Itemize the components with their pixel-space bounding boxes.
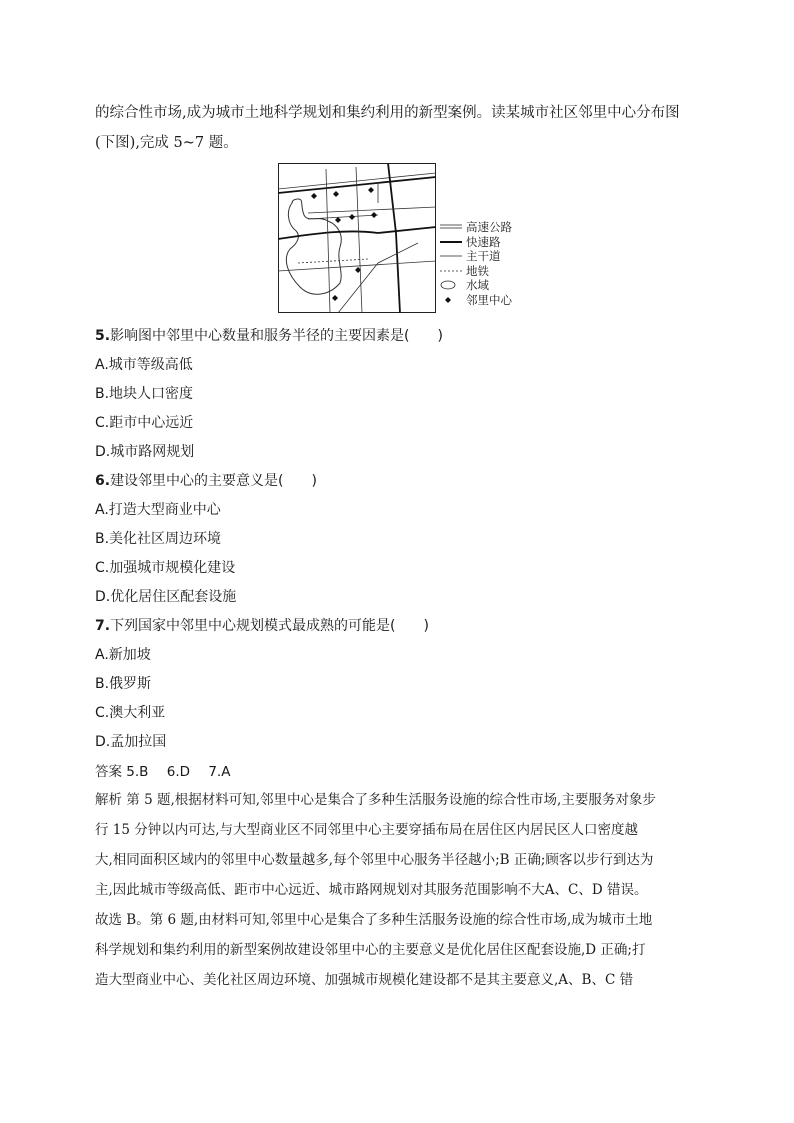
map-legend	[438, 220, 512, 307]
thick-line-icon	[439, 238, 463, 246]
option-d[interactable]: D.孟加拉国	[95, 734, 167, 750]
ellipse-icon	[439, 280, 463, 290]
explanation-line: 故选 B。第 6 题,由材料可知,邻里中心是集合了多种生活服务设施的综合性市场,成为城市土地	[95, 912, 653, 928]
dashed-line-icon	[439, 267, 463, 275]
question-stem: 5.影响图中邻里中心数量和服务半径的主要因素是( )	[95, 328, 443, 344]
explanation-line: 科学规划和集约利用的新型案例故建设邻里中心的主要意义是优化居住区配套设施,D 正确;打	[95, 942, 646, 958]
explanation-paragraph	[95, 785, 705, 995]
legend-item: 高速公路	[438, 220, 512, 235]
explanation-line: 主,因此城市等级高低、距市中心远近、城市路网规划对其服务范围影响不大A、C、D 错误。	[95, 882, 648, 898]
option-a[interactable]: A.打造大型商业中心	[95, 502, 221, 518]
legend-item: 主干道	[438, 249, 512, 264]
option-c[interactable]: C.距市中心远近	[95, 415, 194, 431]
option-a[interactable]: A.城市等级高低	[95, 357, 193, 373]
diamond-icon	[439, 295, 463, 305]
option-b[interactable]: B.地块人口密度	[95, 386, 194, 402]
option-c[interactable]: C.加强城市规模化建设	[95, 560, 236, 576]
intro-paragraph	[95, 98, 715, 158]
intro-line: (下图),完成 5~7 题。	[95, 135, 238, 151]
option-b[interactable]: B.俄罗斯	[95, 676, 152, 692]
question-stem: 6.建设邻里中心的主要意义是( )	[95, 473, 317, 489]
intro-line: 的综合性市场,成为城市土地科学规划和集约利用的新型案例。读某城市社区邻里中心分布图	[95, 105, 680, 121]
explanation-line: 造大型商业中心、美化社区周边环境、加强城市规模化建设都不是其主要意义,A、B、C 错	[95, 972, 634, 988]
thin-line-icon	[439, 252, 463, 260]
option-d[interactable]: D.优化居住区配套设施	[95, 589, 237, 605]
legend-item: 邻里中心	[438, 293, 512, 308]
question-stem: 7.下列国家中邻里中心规划模式最成熟的可能是( )	[95, 618, 429, 634]
answer-line: 答案 5.B 6.D 7.A	[95, 764, 231, 780]
legend-item: 地铁	[438, 264, 512, 279]
double-line-icon	[439, 223, 463, 231]
explanation-line: 解析 第 5 题,根据材料可知,邻里中心是集合了多种生活服务设施的综合性市场,主要服务对象步	[95, 792, 656, 808]
option-a[interactable]: A.新加坡	[95, 647, 151, 663]
explanation-line: 大,相同面积区域内的邻里中心数量越多,每个邻里中心服务半径越小;B 正确;顾客以步行到达为	[95, 852, 654, 868]
option-b[interactable]: B.美化社区周边环境	[95, 531, 222, 547]
option-c[interactable]: C.澳大利亚	[95, 705, 166, 721]
option-d[interactable]: D.城市路网规划	[95, 444, 195, 460]
explanation-line: 行 15 分钟以内可达,与大型商业区不同邻里中心主要穿插布局在居住区内居民区人口密度越	[95, 822, 639, 838]
legend-item: 快速路	[438, 235, 512, 250]
community-map	[278, 163, 436, 313]
legend-item: 水域	[438, 278, 512, 293]
